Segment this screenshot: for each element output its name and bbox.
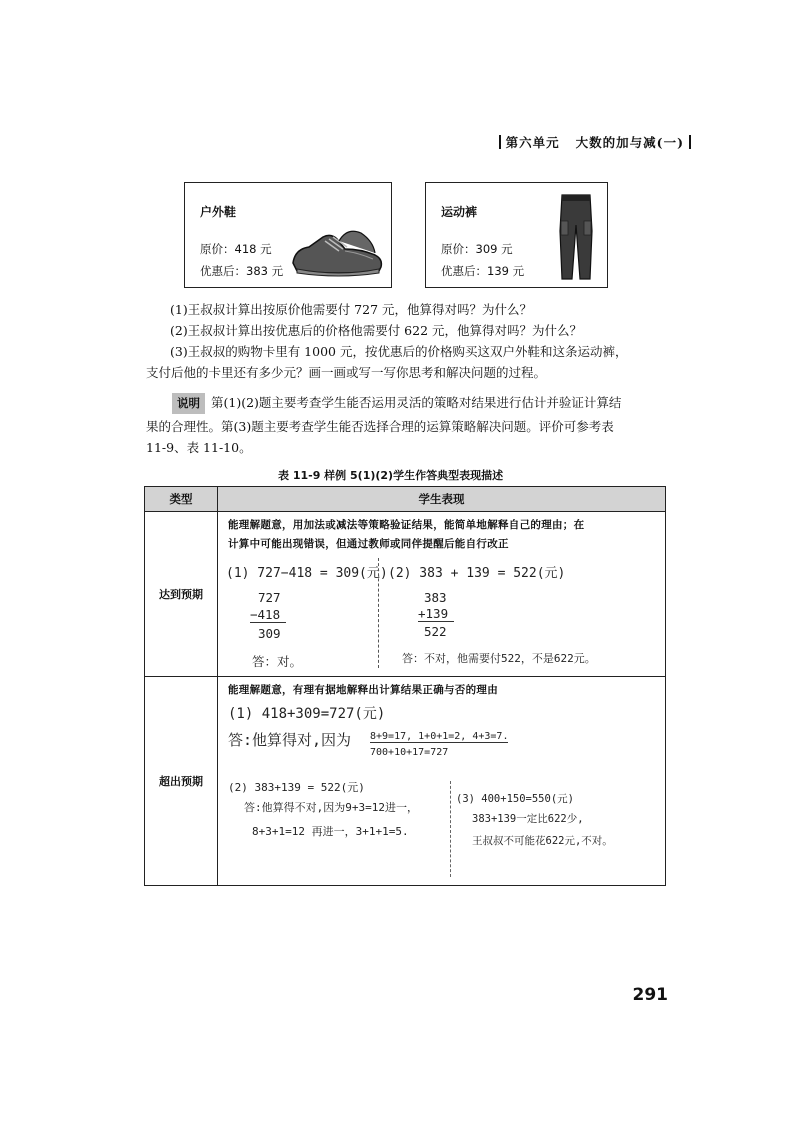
row-performance-exceeds <box>218 677 666 886</box>
product-card-pants <box>425 182 608 288</box>
work-line: 答:他算得对,因为 <box>228 731 352 749</box>
work-line: (2) 383+139 = 522(元) <box>228 781 365 794</box>
product-discounted-price: 优惠后：383 元 <box>200 264 284 278</box>
note-line-2: 果的合理性。第(3)题主要考查学生能否选择合理的运算策略解决问题。评价可参考表 <box>146 419 614 434</box>
row-type-meets: 达到预期 <box>145 512 218 677</box>
product-card-shoes <box>184 182 392 288</box>
row-performance-meets <box>218 512 666 677</box>
page-number: 291 <box>632 985 668 1005</box>
product-name: 运动裤 <box>441 205 478 219</box>
work-line: +139 <box>418 606 454 622</box>
header-unit: 第六单元 <box>505 135 560 150</box>
product-discounted-price: 优惠后：139 元 <box>441 264 525 278</box>
work-line: 答:他算得不对,因为9+3=12进一， <box>244 801 418 814</box>
column-header-type: 类型 <box>145 487 218 512</box>
product-original-price: 原价：418 元 <box>200 242 272 256</box>
evaluation-table <box>144 486 666 886</box>
work-line: 727 <box>258 590 281 605</box>
work-line: 答：对。 <box>252 654 303 669</box>
running-header <box>494 133 696 151</box>
header-divider <box>499 135 501 149</box>
work-line: 王叔叔不可能花622元,不对。 <box>472 835 613 847</box>
product-original-price: 原价：309 元 <box>441 242 513 256</box>
row-description <box>218 677 665 700</box>
work-line: 383+139一定比622少, <box>472 813 584 825</box>
note-text-1: 第(1)(2)题主要考查学生能否运用灵活的策略对结果进行估计并验证计算结 <box>211 395 622 410</box>
work-line: (1) 727−418 = 309(元) <box>226 566 388 581</box>
row-description <box>218 512 665 554</box>
product-name: 户外鞋 <box>200 205 237 219</box>
work-line: 309 <box>258 626 281 641</box>
work-line: (1) 418+309=727(元) <box>228 706 386 722</box>
table-row <box>145 512 666 677</box>
work-divider <box>378 558 379 668</box>
work-line: 522 <box>424 624 447 639</box>
header-title: 大数的加与减(一) <box>575 135 684 150</box>
work-line: 700+10+17=727 <box>370 747 449 758</box>
work-line: 8+9=17, 1+0+1=2, 4+3=7. <box>370 731 509 742</box>
table-header-row <box>145 487 666 512</box>
question-3-cont: 支付后他的卡里还有多少元？画一画或写一写你思考和解决问题的过程。 <box>146 365 547 380</box>
table-row <box>145 677 666 886</box>
question-3: (3)王叔叔的购物卡里有 1000 元，按优惠后的价格购买这双户外鞋和这条运动裤， <box>170 344 628 359</box>
note-label: 说明 <box>172 393 205 414</box>
pants-icon <box>554 191 598 283</box>
work-line: 答：不对，他需要付522，不是622元。 <box>402 652 596 665</box>
shoe-icon <box>289 223 385 279</box>
work-divider <box>450 781 451 877</box>
work-line: (2) 383 + 139 = 522(元) <box>388 566 566 581</box>
table-caption: 表 11-9 样例 5(1)(2)学生作答典型表现描述 <box>278 469 504 482</box>
work-line: (3) 400+150=550(元) <box>456 793 574 805</box>
question-1: (1)王叔叔计算出按原价他需要付 727 元，他算得对吗？为什么？ <box>170 302 533 317</box>
description-line-1: 能理解题意，有理有据地解释出计算结果正确与否的理由 <box>228 684 498 696</box>
column-header-performance: 学生表现 <box>218 487 666 512</box>
work-line: 383 <box>424 590 447 605</box>
description-line-1: 能理解题意，用加法或减法等策略验证结果，能简单地解释自己的理由；在 <box>228 519 585 531</box>
description-line-2: 计算中可能出现错误，但通过教师或同伴提醒后能自行改正 <box>228 538 509 550</box>
questions <box>170 299 670 362</box>
note-line-1 <box>172 392 672 414</box>
row-type-exceeds: 超出预期 <box>145 677 218 886</box>
work-line: −418 <box>250 607 286 623</box>
header-divider-right <box>689 135 691 149</box>
note-line-3: 11-9、表 11-10。 <box>146 440 252 455</box>
question-2: (2)王叔叔计算出按优惠后的价格他需要付 622 元，他算得对吗？为什么？ <box>170 323 583 338</box>
work-line: 8+3+1=12 再进一，3+1+1=5. <box>252 825 409 838</box>
